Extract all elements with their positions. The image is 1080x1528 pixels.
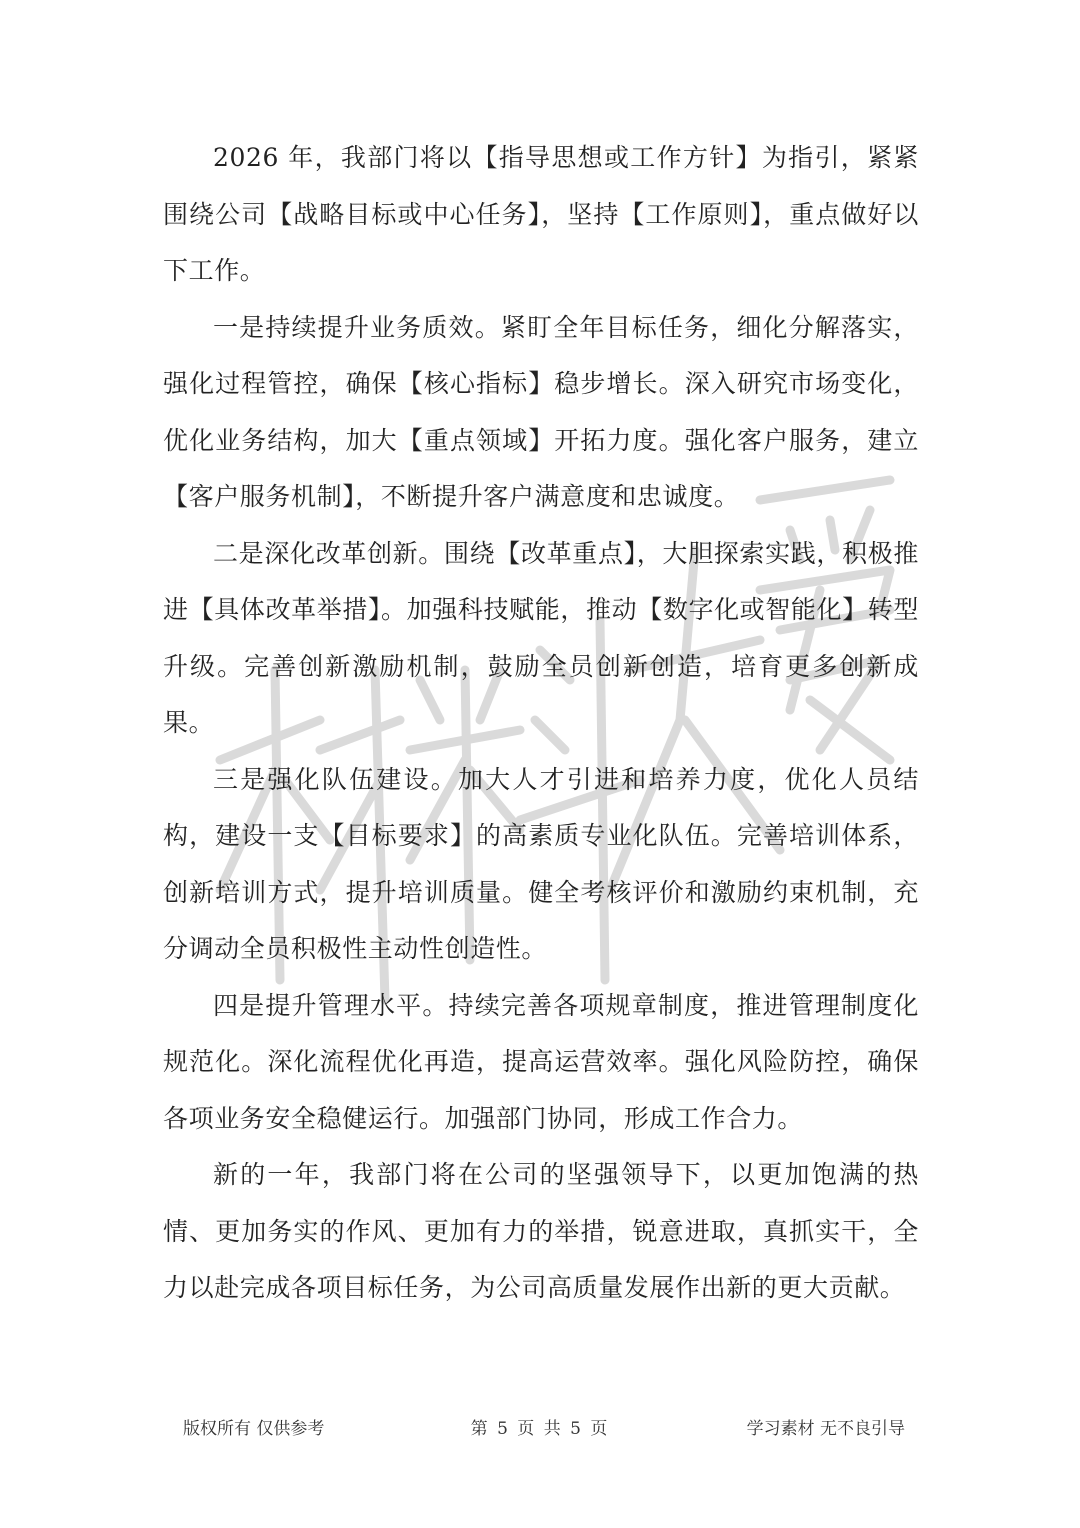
paragraph-business-quality: 一是持续提升业务质效。紧盯全年目标任务，细化分解落实，强化过程管控，确保【核心指标】稳步增长。深入研究市场变化，优化业务结构，加大【重点领域】开拓力度。强化客户服务，建立【客户服务机制】，不断提升客户满意度和忠诚度。 (163, 312, 919, 511)
paragraph-reform-innovation: 二是深化改革创新。围绕【改革重点】，大胆探索实践，积极推进【具体改革举措】。加强科技赋能，推动【数字化或智能化】转型升级。完善创新激励机制，鼓励全员创新创造，培育更多创新成果。 (163, 538, 919, 737)
footer-page-number: 第 5 页 共 5 页 (470, 1419, 610, 1439)
paragraph-management-level: 四是提升管理水平。持续完善各项规章制度，推进管理制度化规范化。深化流程优化再造，提高运营效率。强化风险防控，确保各项业务安全稳健运行。加强部门协同，形成工作合力。 (163, 990, 919, 1133)
footer-note: 学习素材 无不良引导 (746, 1419, 905, 1439)
paragraph-conclusion: 新的一年，我部门将在公司的坚强领导下，以更加饱满的热情、更加务实的作风、更加有力的举措，锐意进取，真抓实干，全力以赴完成各项目标任务，为公司高质量发展作出新的更大贡献。 (163, 1160, 919, 1302)
paragraph-intro: 2026 年，我部门将以【指导思想或工作方针】为指引，紧紧围绕公司【战略目标或中心任务】，坚持【工作原则】，重点做好以下工作。 (163, 143, 919, 285)
document-body (163, 130, 919, 1317)
paragraph-team-building: 三是强化队伍建设。加大人才引进和培养力度，优化人员结构，建设一支【目标要求】的高素质专业化队伍。完善培训体系，创新培训方式，提升培训质量。健全考核评价和激励约束机制，充分调动全员积极性主动性创造性。 (163, 764, 919, 963)
footer-copyright: 版权所有 仅供参考 (183, 1419, 325, 1439)
page-footer (0, 1414, 1080, 1444)
